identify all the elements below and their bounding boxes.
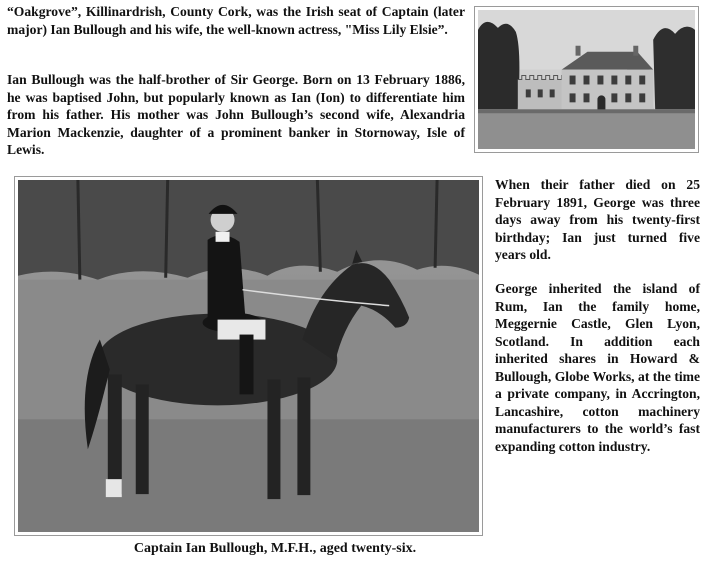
- ian-bio-paragraph: Ian Bullough was the half-brother of Sir George. Born on 13 February 1886, he was baptised John, but popularly known as Ian (Ion) to differentiate him from his father. His mother was John Bullough’s second wife, Alexandria Marion Mackenzie, daughter of a prominent banker in Stornoway, Isle of Lewis.: [7, 72, 465, 157]
- inheritance-paragraph: George inherited the island of Rum, Ian the family home, Meggernie Castle, Glen Lyon, Scotland. In addition each inherited shares in Howard & Bullough, Globe Works, at the time a private company, in Accrington, Lancashire, cotton machinery manufacturers to the world’s fast expanding cotton industry.: [495, 281, 700, 454]
- house-photo: [474, 6, 699, 153]
- photo-caption: Captain Ian Bullough, M.F.H., aged twenty-six.: [133, 541, 417, 556]
- death-note-paragraph: When their father died on 25 February 1891, George was three days away from his twenty-first birthday; Ian just turned five years old.: [495, 177, 700, 262]
- horse-rider-photo: [14, 176, 483, 536]
- intro-paragraph: “Oakgrove”, Killinardrish, County Cork, was the Irish seat of Captain (later major) Ian Bullough and his wife, the well-known actress, "Miss Lily Elsie”.: [7, 4, 465, 37]
